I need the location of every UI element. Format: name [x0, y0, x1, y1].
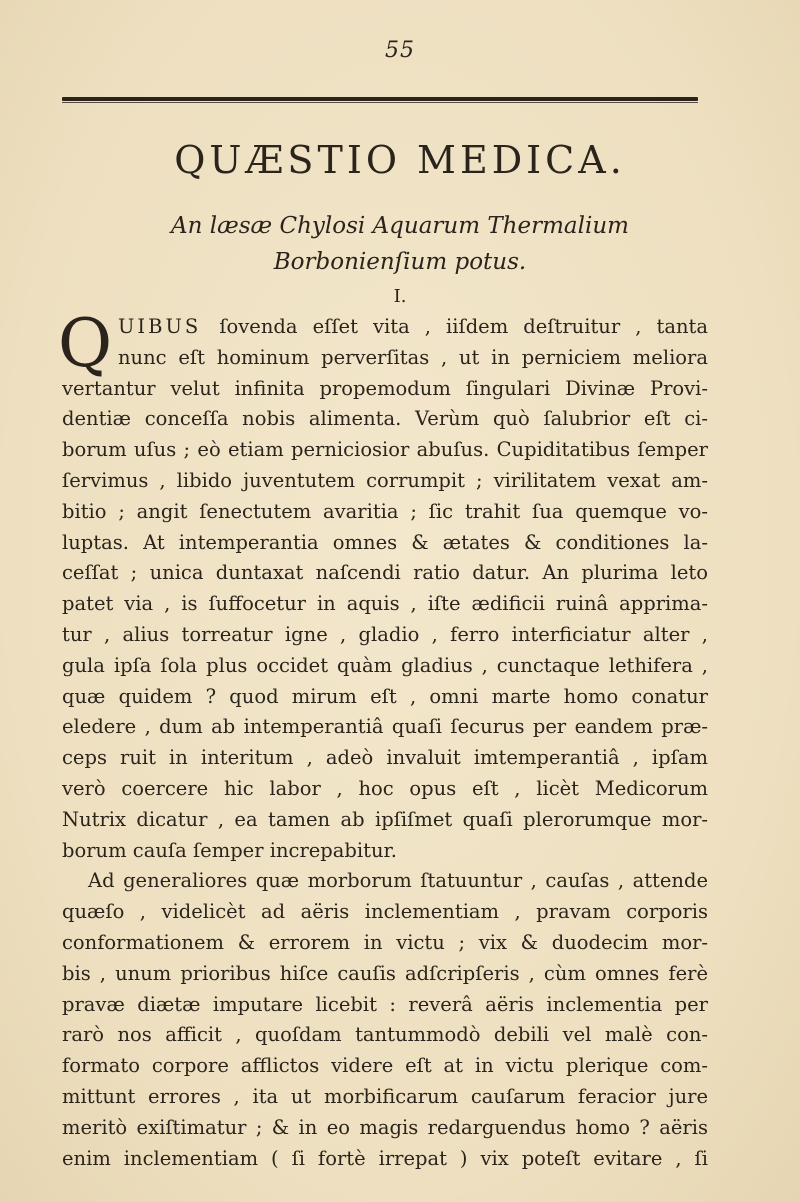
first-word: UIBUS: [118, 315, 220, 338]
text-line: enim inclementiam ( ſi fortè irrepat ) vix poteſt evitare , ſi: [62, 1146, 708, 1170]
text-line: tur , alius torreatur igne , gladio , ferro interficiatur alter ,: [62, 622, 708, 646]
text-line: gula ipſa ſola plus occidet quàm gladius , cunctaque lethifera ,: [62, 653, 708, 677]
text-line: bitio ; angit ſenectutem avaritia ; ſic trahit ſua quemque vo-: [62, 499, 708, 523]
text-line: rarò nos afficit , quoſdam tantummodò debili vel malè con-: [62, 1023, 708, 1047]
text-line: luptas. At intemperantia omnes & ætates & conditiones la-: [62, 530, 708, 554]
text-line: patet via , is ſuffocetur in aquis , iſte ædificii ruinâ apprima-: [62, 592, 708, 616]
page-title: QUÆSTIO MEDICA.: [174, 138, 626, 182]
drop-cap: Q: [58, 305, 113, 382]
text-line: vertantur velut infinita propemodum ſingulari Divinæ Provi-: [62, 376, 708, 400]
text-line: UIBUS ſovenda eſſet vita , iiſdem deſtruitur , tanta: [118, 315, 708, 338]
text-line: ceſſat ; unica duntaxat naſcendi ratio datur. An plurima leto: [62, 561, 708, 585]
text-line: meritò exiſtimatur ; & in eo magis redarguendus homo ? aëris: [62, 1115, 708, 1139]
header-rule: [62, 97, 698, 101]
page-subtitle: An læsæ Chylosi Aquarum Thermalium Borbonienſium potus.: [171, 213, 629, 275]
text-line: formato corpore afflictos videre eſt at in victu plerique com-: [62, 1054, 708, 1078]
text-line: bis , unum prioribus hiſce cauſis adſcripſeris , cùm omnes ferè: [62, 961, 708, 985]
text-line: eledere , dum ab intemperantiâ quaſi ſecurus per eandem præ-: [62, 715, 708, 739]
text-line: dentiæ conceſſa nobis alimenta. Verùm quò ſalubrior eſt ci-: [62, 407, 708, 431]
page-number: 55: [385, 38, 415, 63]
text-line: verò coercere hic labor , hoc opus eſt , licèt Medicorum: [62, 776, 708, 800]
text-line: conformationem & errorem in victu ; vix & duodecim mor-: [62, 930, 708, 954]
text-line: borum cauſa ſemper increpabitur.: [62, 838, 397, 862]
text-line: borum uſus ; eò etiam perniciosior abuſus. Cupiditatibus ſemper: [62, 438, 708, 462]
text-line: ſervimus , libido juventutem corrumpit ; virilitatem vexat am-: [62, 468, 708, 492]
text-line: Nutrix dicatur , ea tamen ab ipſiſmet quaſi plerorumque mor-: [62, 807, 708, 831]
text-line: quæ quidem ? quod mirum eſt , omni marte homo conatur: [62, 684, 708, 708]
section-number: I.: [393, 286, 407, 307]
body-text: [58, 305, 708, 1174]
text-line: quæſo , videlicèt ad aëris inclementiam , pravam corporis: [62, 900, 708, 924]
text-line: Ad generaliores quæ morborum ſtatuuntur , cauſas , attende: [88, 869, 708, 893]
text-line: pravæ diætæ imputare licebit : reverâ aëris inclementia per: [62, 992, 708, 1016]
text-line: ceps ruit in interitum , adeò invaluit imtemperantiâ , ipſam: [62, 746, 708, 770]
text-line: nunc eſt hominum perverſitas , ut in perniciem meliora: [118, 345, 708, 369]
text-line: mittunt errores , ita ut morbificarum cauſarum feracior jure: [62, 1084, 708, 1108]
